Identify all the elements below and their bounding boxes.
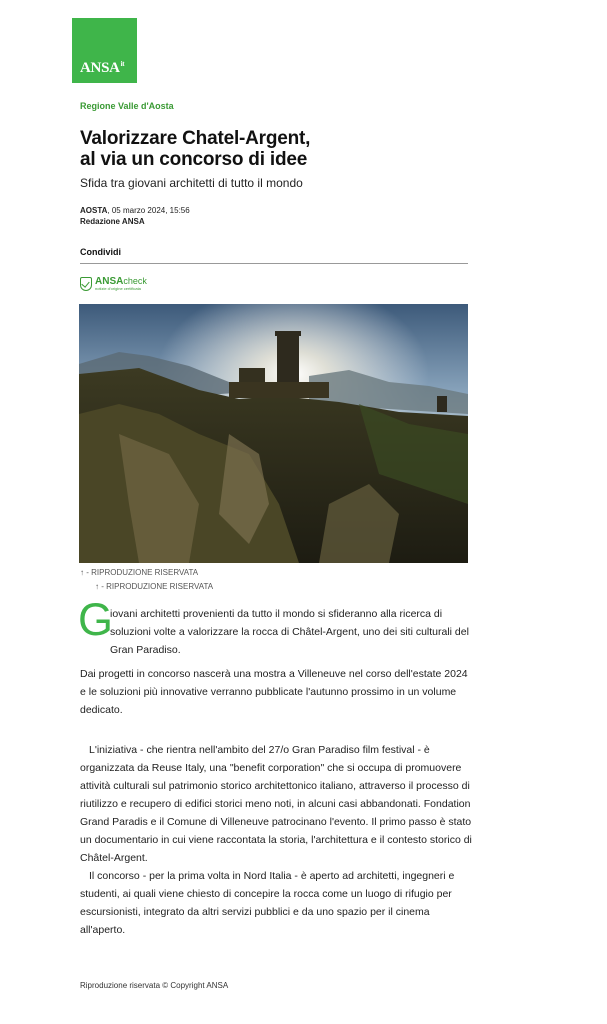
body-paragraph: L'iniziativa - che rientra nell'ambito del 27/o Gran Paradiso film festival - è organizzata da Reuse Italy, una "benefit corporation" che si occupa di promuovere attività culturali sul patrimonio storico architettonico italiano, attraverso il processo di riutilizzo e recupero di edifici storici meno noti, in alcuni casi abbandonati. Fondation Grand Paradis e il Comune di Villeneuve patrocinano l'evento. Il primo passo è stato un documentario in cui viene raccontata la storia, l'architettura e il contesto storico di Châtel-Argent. [80, 744, 472, 864]
lead-paragraph: iovani architetti provenienti da tutto il mondo si sfideranno alla ricerca di soluzioni volte a valorizzare la rocca di Châtel-Argent, uno dei siti culturali del Gran Paradiso. [110, 608, 469, 656]
shield-check-icon [80, 277, 92, 291]
image-caption-secondary: ↑ - RIPRODUZIONE RISERVATA [95, 582, 214, 591]
section-link[interactable]: Regione Valle d'Aosta [80, 101, 174, 111]
copyright-footer: Riproduzione riservata © Copyright ANSA [80, 981, 229, 990]
share-button[interactable]: Condividi [80, 247, 121, 257]
dateline-place: AOSTA [80, 206, 108, 215]
dateline-date: , 05 marzo 2024, 15:56 [107, 206, 190, 215]
article-image[interactable] [79, 304, 468, 563]
divider [80, 263, 468, 264]
article-title: Valorizzare Chatel-Argent, al via un concorso di idee [80, 128, 311, 170]
ansacheck-tagline: notizie d'origine certificata [95, 286, 141, 291]
ansa-logo[interactable] [72, 18, 137, 83]
body-paragraph: Il concorso - per la prima volta in Nord Italia - è aperto ad architetti, ingegneri e studenti, ai quali viene chiesto di concepire la rocca come un luogo di rifugio per escursionisti, integrato da altri servizi pubblici e da uno spazio per il cinema all'aperto. [80, 870, 455, 936]
lead-paragraph-2: Dai progetti in concorso nascerà una mostra a Villeneuve nel corso dell'estate 2024 e le soluzioni più innovative verranno pubblicate l'autunno prossimo in un volume dedicato. [80, 668, 468, 716]
dateline [80, 205, 190, 217]
article-subtitle: Sfida tra giovani architetti di tutto il mondo [80, 176, 303, 190]
castle-photo-icon [79, 304, 468, 563]
ansacheck-brand: ANSAcheck [95, 276, 147, 287]
logo-text: $ANSA^{it}$ [80, 60, 125, 76]
drop-cap: G [78, 594, 114, 645]
article-body [80, 741, 472, 939]
author: Redazione ANSA [80, 217, 145, 226]
image-caption: ↑ - RIPRODUZIONE RISERVATA [80, 568, 199, 577]
